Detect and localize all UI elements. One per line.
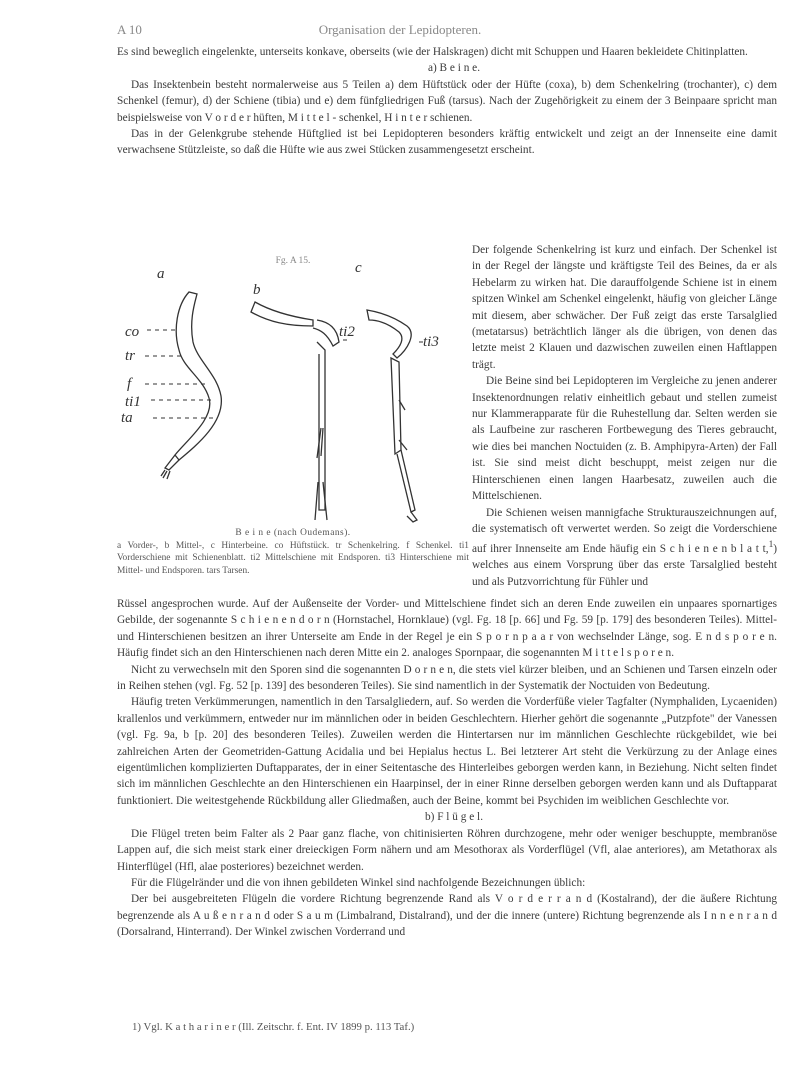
legs-illustration — [117, 250, 469, 525]
running-title: Organisation der Lepidopteren. — [318, 22, 482, 37]
paragraph — [117, 891, 777, 940]
text: Häufig treten Verkümmerungen, namentlich in den Tarsalgliedern, auf. So werden die Vorderfüße vieler Tagfalter (Nymphaliden, Lycaeniden) krallenlos und verkümmern, entweder nur im männlichen oder in beiden Geschlechtern. Hierher gehört die sogenannte „Putzpfote" der Vanessen (vgl. Fg. 9a, b [p. 20] des besonderen Teiles). Zuweilen werden die Hintertarsen nur im männlichen Geschlechte rückgebildet, wie bei zahlreichen Arten der Geometriden-Gattung Acidalia und bei Hepialus hectus L. Bei letzterer Art steht die Verkürzung zu der Anlage eines eigentümlichen komplizierten Duftapparates, der in einer Seitentasche des Hinterleibes geborgen werden kann, in Beziehung. Nicht selten findet sich im männlichen Geschlechte an den Hinterschienen ein Haarpinsel, der in einer Rinne derselben geborgen werden kann und als Duftapparat funktioniert. Die weitestgehende Rückbildung aller Gliedmaßen, auch der Beine, kommt bei Psychiden im weiblichen Geschlechte vor. — [117, 696, 777, 807]
middle-leg-outline — [251, 302, 313, 326]
text: welches aus einem Vorsprung über das erste Tarsalglied besteht und als Putzvorrichtung für Fühler und — [472, 559, 777, 588]
text: Für die Flügelränder und die von ihnen gebildeten Winkel sind nachfolgende Bezeichnungen üblich: — [131, 876, 586, 889]
paragraph — [472, 242, 777, 373]
emphasis: E n d s p o r e n. — [695, 630, 777, 643]
text: (Kostalrand), der die äußere Richtung begrenzende als — [117, 893, 777, 922]
caption-text: a Vorder-, b Mittel-, c Hinterbeine. co Hüftstück. tr Schenkelring. f Schenkel. ti1 Vorderschiene mit Schienenblatt. ti2 Mittelschiene mit Endsporen. ti3 Hinterschiene mit Mittel- und Endsporen. tars Tarsen. — [117, 540, 469, 576]
emphasis: V o r d e r r a n d — [494, 893, 593, 906]
figure-legs — [117, 250, 469, 610]
text: Nicht zu verwechseln mit den Sporen sind die sogenannten — [131, 663, 401, 676]
caption-title: B e i n e (nach Oudemans). — [235, 528, 351, 538]
hind-leg-outline — [367, 310, 411, 358]
emphasis: M i t t e l s p o r e n. — [582, 647, 675, 660]
text: Rüssel angesprochen wurde. Auf der Außenseite der Vorder- und Mittelschiene findet sich an deren Ende zuweilen ein unpaares spornartiges Gebilde, der sogenannte — [117, 598, 777, 627]
running-head — [0, 22, 800, 38]
text: die stets viel kürzer bleiben, und an Schienen und Tarsen einzeln oder in Reihen stehen (vgl. Fg. 52 [p. 139] des besonderen Teiles). Sie sind namentlich in der Systematik der Noctuiden von Bedeutung. — [117, 663, 777, 693]
page-number: A 10 — [117, 22, 142, 37]
label-b: b — [253, 282, 261, 298]
label-co: co — [125, 324, 140, 340]
text: Es sind beweglich eingelenkte, unterseits konkave, oberseits (wie der Halskragen) dicht mit Schuppen und Haaren bekleidete Chitinplatten. — [117, 46, 748, 58]
label-tr: tr — [125, 348, 136, 364]
figure-caption — [117, 527, 469, 577]
paragraph — [472, 373, 777, 504]
right-text-column — [472, 242, 777, 590]
footnote-marker: 1) Vgl. — [132, 1021, 163, 1033]
paragraph: Die Schienen weisen mannigfache Strukturauszeichnungen auf, die systematisch oft verwertet werden. So zeigt die Vorderschiene auf ihrer Innenseite am Ende häufig ein S c h i e n e n b l a t t,$^1$) welches aus einem Vorsprung über das erste Tarsalglied besteht und als Putzvorrichtung für Fühler und — [472, 506, 778, 588]
fore-leg-outline — [175, 292, 221, 460]
figure-number: Fg. A 15. — [275, 256, 311, 266]
emphasis: D o r n e n, — [403, 663, 456, 676]
emphasis: V o r d e r hüften, — [204, 111, 286, 124]
text: Der bei ausgebreiteten Flügeln die vordere Richtung begrenzende Rand als — [131, 893, 491, 906]
paragraph — [117, 694, 777, 809]
paragraph — [117, 44, 777, 60]
section-heading-legs: a) B e i n e. — [427, 62, 481, 75]
emphasis: S c h i e n e n d o r n — [230, 614, 330, 627]
footnote-ref: 1 — [768, 540, 774, 551]
paragraph — [117, 826, 777, 875]
text: Die Flügel treten beim Falter als 2 Paar ganz flache, von chitinisierten Röhren durchzogene, mehr oder weniger beschuppte, membranöse Lappen auf, die sich meist stark einer dreieckigen Form nähern und am Mesothorax als Vorderflügel (Vfl, alae anteriores), am Metathorax als Hinterflügel (Hfl, alae posteriores) bezeichnet werden. — [117, 827, 777, 873]
emphasis: M i t t e l - schenkel, — [287, 111, 382, 124]
text: (Limbalrand, Distalrand), und der die innere (untere) Richtung begrenzende als — [336, 909, 701, 922]
top-text-block — [117, 44, 777, 159]
label-a: a — [157, 266, 165, 282]
text: (Dorsalrand, Hinterrand). Der Winkel zwischen Vorderrand und — [117, 926, 406, 939]
text: oder — [273, 909, 294, 922]
paragraph — [117, 77, 777, 126]
label-ti1: ti1 — [125, 394, 141, 410]
footnote-author: K a t h a r i n e r — [165, 1021, 236, 1033]
paragraph — [117, 875, 777, 891]
label-c: c — [355, 260, 362, 276]
text: Das in der Gelenkgrube stehende Hüftglied ist bei Lepidopteren besonders kräftig entwickelt und zeigt an der Innenseite eine damit verwachsene Stützleiste, so daß die Hüfte wie aus zwei Stücken zusammengesetzt erscheint. — [117, 128, 777, 157]
text: (Hornstachel, Hornklaue) (vgl. Fg. 18 [p. 66] und Fg. 59 [p. 179] des besonderen Teiles). Mittel- und Hinterschienen besitzen an ihrer Unterseite am Ende in der Regel je ein — [117, 614, 778, 643]
text: Die Schienen weisen mannigfache Strukturauszeichnungen auf, die systematisch oft verwertet werden. So zeigt die Vorderschiene auf ihrer Innenseite am Ende häufig ein — [472, 506, 777, 556]
emphasis: H i n t e r schienen. — [384, 111, 473, 124]
emphasis: S p o r n p a a r — [476, 630, 554, 643]
label-ta: ta — [121, 410, 133, 426]
label-f: f — [127, 376, 132, 392]
text: von wechselnder Länge, sog. — [556, 630, 692, 643]
paragraph — [117, 662, 777, 695]
text: Das Insektenbein besteht normalerweise aus 5 Teilen a) dem Hüftstück oder der Hüfte (coxa), b) dem Schenkelring (trochanter), c) dem Schenkel (femur), d) der Schiene (tibia) und e) dem fünfgliedrigen Fuß (tarsus). Nach der Zugehörigkeit zu einem der 3 Beinpaare spricht man beispielsweise von — [117, 78, 777, 124]
emphasis: I n n e n r a n d — [703, 909, 777, 922]
label-ti2: ti2 — [339, 324, 355, 340]
text: Der folgende Schenkelring ist kurz und einfach. Der Schenkel ist in der Regel der längste und kräftigste Teil des Beines, da er als Hebelarm zu wirken hat. Die darauffolgende Schiene ist in einem spitzen Winkel am Schenkel eingelenkt, häufig von gleicher Länge mit diesem, aber schwächer. Der Fuß zeigt das erste Tarsalglied (metatarsus) beträchtlich länger als die übrigen, von denen das letzte meist 2 Klauen und dazwischen zuweilen einen Haftlappen trägt. — [472, 244, 777, 371]
label-ti3: ti3 — [423, 334, 439, 350]
paragraph — [117, 126, 777, 159]
paragraph — [117, 596, 777, 662]
footnote — [132, 1021, 414, 1033]
emphasis: S a u m — [296, 909, 333, 922]
text: Die Beine sind bei Lepidopteren im Vergleiche zu jenen anderer Insektenordnungen relativ einheitlich gebaut und stellen zumeist nur Klammerapparate für die Ruhestellung dar. Selten werden sie als Laufbeine zur rascheren Fortbewegung des Tieres gebraucht, wie dies bei manchen Noctuiden (z. B. Amphipyra-Arten) der Fall ist. Sie sind meist dicht beschuppt, meist zeigen nur die Hinterschienen einen langen Haarbesatz, zuweilen auch die Mittelschienen. — [472, 375, 777, 503]
bottom-text-block — [117, 596, 777, 941]
text: Häufig findet sich an den Hinterschienen nach deren Mitte ein 2. analoges Spornpaar, die sogenannten — [117, 647, 580, 660]
section-heading-wings: b) F l ü g e l. — [424, 811, 484, 824]
emphasis: A u ß e n r a n d — [192, 909, 270, 922]
footnote-ref-text: (Ill. Zeitschr. f. Ent. IV 1899 p. 113 Taf.) — [238, 1021, 415, 1033]
emphasis: S c h i e n e n b l a t t, — [659, 543, 769, 556]
